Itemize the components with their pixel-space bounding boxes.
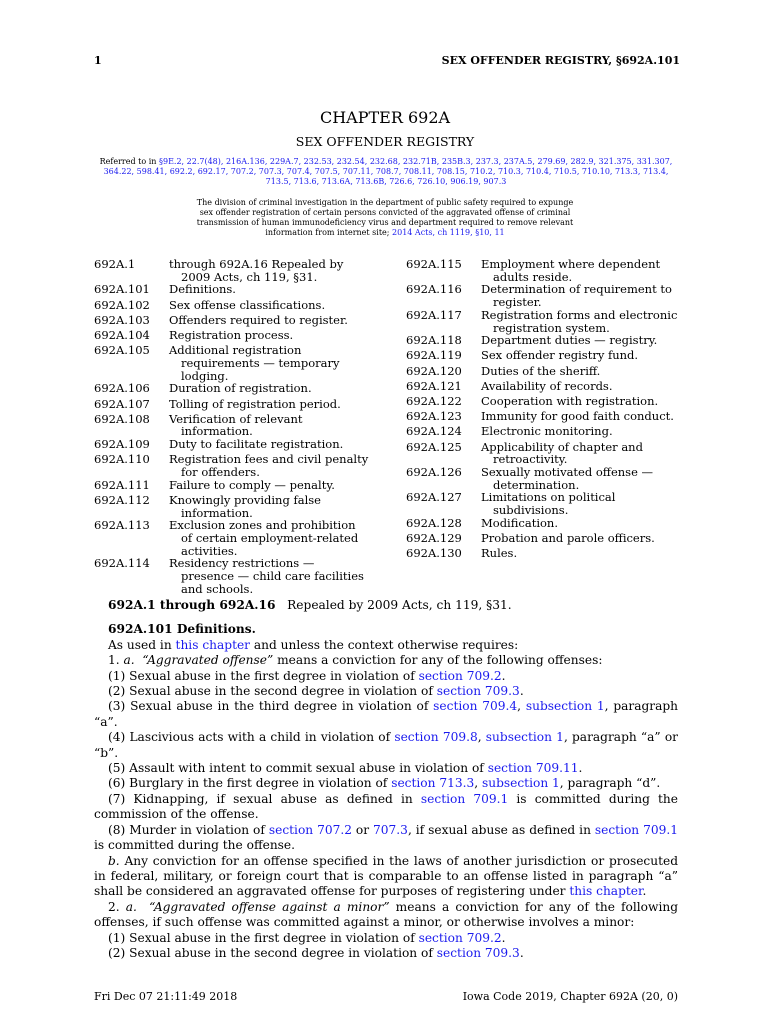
item-4-post: , paragraph “a” or “b”. [94,730,679,760]
toc-section-number: 692A.107 [94,396,150,411]
item-3: (3) Sexual abuse in the third degree in violation of section 709.4, subsection 1, paragraph “a”. [94,699,679,729]
pb-letter: b. [108,853,120,868]
intro-text-a: As used in [108,637,176,652]
toc-section-title: Availability of records. [481,378,613,393]
item-2-1-text: (1) Sexual abuse in the first degree in violation of [108,930,419,945]
referred-prefix: Referred to in [99,157,159,166]
toc-entry[interactable] [94,314,370,327]
toc-section-title: Failure to comply — penalty. [169,477,335,492]
item-3-link-subsection[interactable]: subsection 1 [525,699,605,714]
intro-text-b: and unless the context otherwise requires: [250,637,519,652]
toc-section-number: 692A.112 [94,492,150,507]
item-1: (1) Sexual abuse in the first degree in violation of section 709.2. [108,668,506,683]
toc-left-column [94,258,370,596]
toc-entry[interactable] [406,380,682,393]
toc-section-number: 692A.125 [406,439,462,454]
toc-section-number: 692A.119 [406,348,462,363]
toc-section-title: Sexually motivated offense — determination. [481,465,654,492]
toc-entry[interactable] [406,258,682,283]
toc-section-title: Electronic monitoring. [481,424,613,439]
item-7-link[interactable]: section 709.1 [420,791,509,806]
toc-section-number: 692A.104 [94,328,150,343]
toc-section-title: Employment where dependent adults reside. [481,257,661,284]
page-number: 1 [94,54,102,67]
toc-section-title: Residency restrictions — presence — child care facilities and schools. [169,556,364,596]
item-3-link-section[interactable]: section 709.4 [433,699,518,714]
toc-section-title: Duty to facilitate registration. [169,437,344,452]
toc-section-title: Determination of requirement to register. [481,282,672,310]
item-7 [94,792,678,823]
paragraph-1a [94,653,678,668]
item-3-post: , paragraph “a”. [94,699,679,729]
toc-section-title: Knowingly providing false information. [169,492,321,520]
toc-section-number: 692A.111 [94,477,150,492]
p1-letter: a. [123,653,135,668]
toc-section-number: 692A.122 [406,394,462,409]
toc-section-number: 692A.124 [406,424,462,439]
toc-section-number: 692A.1 [94,257,136,271]
toc-section-title: Tolling of registration period. [169,396,341,411]
toc-section-number: 692A.116 [406,282,462,297]
toc-section-number: 692A.126 [406,465,462,480]
toc-entry[interactable] [94,329,370,342]
toc-entry[interactable] [406,532,682,545]
toc-entry[interactable] [406,441,682,466]
toc-section-number: 692A.127 [406,490,462,505]
item-2-1-link[interactable]: section 709.2 [418,930,502,945]
item-4: (4) Lascivious acts with a child in violation of section 709.8, subsection 1, paragraph “a” or “b”. [94,730,679,760]
item-7-text: (7) Kidnapping, if sexual abuse as defined in [108,791,421,806]
toc-section-number: 692A.129 [406,531,462,546]
toc-section-number: 692A.130 [406,546,462,561]
toc-entry[interactable] [94,398,370,411]
item-5: (5) Assault with intent to commit sexual abuse in violation of section 709.11. [108,761,583,776]
toc-entry[interactable] [406,283,682,308]
item-1-link[interactable]: section 709.2 [418,668,502,683]
toc-section-title: Modification. [481,515,558,530]
footer-timestamp: Fri Dec 07 21:11:49 2018 [94,990,238,1003]
toc-entry[interactable] [406,425,682,438]
item-5-text: (5) Assault with intent to commit sexual abuse in violation of [108,761,488,776]
toc-section-title: Exclusion zones and prohibition of certain employment-related activities. [169,518,359,558]
note-text: The division of criminal investigation in the department of public safety required to expunge sex offender registration of certain persons convicted of the aggravated offense of criminal transmission of human immunodeficiency virus and department required to remove relevant information from internet site; [196,198,574,237]
item-8-post: is committed during the offense. [94,838,296,853]
repealed-entry [94,598,678,613]
toc-section-number: 692A.128 [406,515,462,530]
item-6: (6) Burglary in the first degree in violation of section 713.3, subsection 1, paragraph “d”. [108,776,661,791]
toc-section-number: 692A.118 [406,333,462,348]
toc-section-title: Probation and parole officers. [481,531,655,546]
item-2: (2) Sexual abuse in the second degree in violation of section 709.3. [108,684,524,699]
item-4-link-subsection[interactable]: subsection 1 [485,730,564,745]
toc-section-number: 692A.121 [406,378,462,393]
item-4-link-section[interactable]: section 709.8 [394,730,478,745]
toc-entry[interactable] [94,344,370,382]
editorial-note [190,198,580,238]
toc-section-title: Registration process. [169,328,294,343]
toc-section-title: Sex offense classifications. [169,297,326,312]
toc-entry[interactable] [406,466,682,491]
toc-section-title: Definitions. [169,282,236,297]
toc-section-title: Duties of the sheriff. [481,363,601,378]
toc-entry[interactable] [94,258,370,283]
p1-number: 1. [108,653,124,668]
toc-entry[interactable] [94,283,370,296]
chapter-body [94,598,678,961]
toc-entry[interactable] [406,517,682,530]
item-6-link-subsection[interactable]: subsection 1 [481,776,560,791]
toc-section-number: 692A.120 [406,363,462,378]
toc-entry[interactable] [406,410,682,423]
running-title: SEX OFFENDER REGISTRY, §692A.101 [441,54,680,67]
toc-section-number: 692A.109 [94,437,150,452]
toc-section-title: Sex offender registry fund. [481,348,639,363]
toc-section-number: 692A.123 [406,409,462,424]
toc-entry[interactable] [94,453,370,478]
toc-section-number: 692A.105 [94,343,150,358]
toc-section-title: Immunity for good faith conduct. [481,409,674,424]
toc-entry[interactable] [406,491,682,516]
toc-section-number: 692A.101 [94,282,150,297]
toc-section-number: 692A.103 [94,312,150,327]
item-8-mid: or [351,822,374,837]
item-2-2-link[interactable]: section 709.3 [436,945,520,960]
item-6-text: (6) Burglary in the first degree in violation of [108,776,392,791]
toc-section-number: 692A.115 [406,257,462,271]
p2-term: “Aggravated offense against a minor” [149,899,390,914]
toc-entry[interactable] [94,382,370,395]
toc-entry[interactable] [406,547,682,560]
toc-entry[interactable] [94,438,370,451]
toc-entry[interactable] [94,557,370,595]
item-2-2-text: (2) Sexual abuse in the second degree in violation of [108,945,437,960]
item-8-text: (8) Murder in violation of [108,822,269,837]
toc-entry[interactable] [94,299,370,312]
toc-entry[interactable] [406,309,682,334]
toc-entry[interactable] [406,334,682,347]
toc-section-number: 692A.106 [94,381,150,396]
toc-section-number: 692A.108 [94,411,150,426]
item-8-link-1[interactable]: section 707.2 [268,822,352,837]
paragraph-2a [94,900,678,931]
definitions-intro [94,638,678,653]
toc-section-title: Registration fees and civil penalty for offenders. [169,452,369,480]
paragraph-1b: b. Any conviction for an offense specified in the laws of another jurisdiction or prosecuted in federal, military, or foreign court that is comparable to an offense listed in paragraph “a” shall be considered an aggravated offense for purposes of registering under this chapter. [94,853,678,899]
p2-letter: a. [125,899,137,914]
item-2-2: (2) Sexual abuse in the second degree in violation of section 709.3. [108,945,524,960]
item-7-post: is committed during the commission of the offense. [94,791,678,822]
definitions-heading-text: 692A.101 Definitions. [108,622,256,637]
item-5-link[interactable]: section 709.11 [487,761,579,776]
toc-entry[interactable] [406,395,682,408]
item-8-link-2[interactable]: 707.3 [373,822,408,837]
toc-section-number: 692A.117 [406,307,462,322]
repealed-text: Repealed by 2009 Acts, ch 119, §31. [287,598,512,612]
referred-links[interactable]: §9E.2, 22.7(48), 216A.136, 229A.7, 232.53, 232.54, 232.68, 232.71B, 235B.3, 237.3, 237A.5, 279.69, 282.9, 321.375, 331.307, 364.22, 598.41, 692.2, 692.17, 707.2, 707.3, 707.4, 707.5, 707.11, 708.7, 708.11, 708.15, 710.2, 710.3, 710.4, 710.5, 710.10, 713.3, 713.4, 713.5, 713.6, 713.6A, 713.6B, 726.6, 726.10, 906.19, 907.3 [103,157,673,186]
intro-link[interactable]: this chapter [175,637,250,652]
toc-section-title: Applicability of chapter and retroactivity. [481,439,643,467]
toc-entry[interactable] [94,413,370,438]
toc-section-title: Additional registration requirements — temporary lodging. [169,343,340,383]
toc-section-title: Department duties — registry. [481,333,658,348]
item-4-text: (4) Lascivious acts with a child in violation of [108,730,395,745]
toc-section-title: Cooperation with registration. [481,394,659,409]
item-2-text: (2) Sexual abuse in the second degree in violation of [108,684,437,699]
item-2-1: (1) Sexual abuse in the first degree in violation of section 709.2. [108,930,506,945]
toc-entry[interactable] [406,349,682,362]
pb-text: Any conviction for an offense specified in the laws of another jurisdiction or prosecuted in federal, military, or foreign court that is comparable to an offense listed in paragraph “a” shall be considered an aggravated offense for purposes of registering under [94,853,678,899]
referred-to-list [92,157,680,187]
chapter-subtitle: SEX OFFENDER REGISTRY [295,134,475,149]
toc-section-number: 692A.102 [94,297,150,312]
toc-section-number: 692A.110 [94,452,150,467]
item-8 [94,823,678,854]
toc-section-title: Offenders required to register. [169,312,348,327]
toc-section-title: Verification of relevant information. [169,411,303,439]
item-8-link-3[interactable]: section 709.1 [594,822,678,837]
chapter-title: CHAPTER 692A [319,108,451,127]
p2-number: 2. [108,899,126,914]
toc-section-number: 692A.114 [94,556,150,571]
toc-right-column [406,258,682,562]
definitions-heading [94,622,678,637]
toc-entry[interactable] [94,479,370,492]
item-6-link-section[interactable]: section 713.3 [391,776,475,791]
pb-link[interactable]: this chapter [569,884,643,899]
toc-section-title: Registration forms and electronic registration system. [481,307,678,335]
toc-entry[interactable] [94,519,370,557]
toc-section-title: Duration of registration. [169,381,312,396]
toc-section-title: Limitations on political subdivisions. [481,490,616,518]
item-1-text: (1) Sexual abuse in the first degree in violation of [108,668,419,683]
p2-text: means a conviction for any of the following offenses, if such offense was committed against a minor, or otherwise involves a minor: [94,899,678,930]
toc-section-title: Rules. [481,546,518,561]
item-2-link[interactable]: section 709.3 [436,684,520,699]
item-3-text: (3) Sexual abuse in the third degree in violation of [108,699,434,714]
note-link[interactable]: 2014 Acts, ch 1119, §10, 11 [392,228,505,237]
p1-term: “Aggravated offense” [142,653,274,668]
item-8-mid2: , if sexual abuse as defined in [407,822,595,837]
toc-entry[interactable] [94,494,370,519]
toc-section-title: through 692A.16 Repealed by 2009 Acts, ch 119, §31. [169,257,344,284]
toc-entry[interactable] [406,365,682,378]
repealed-heading: 692A.1 through 692A.16 [108,598,276,612]
p1-text: means a conviction for any of the following offenses: [273,653,603,668]
footer-citation: Iowa Code 2019, Chapter 692A (20, 0) [462,990,678,1003]
item-6-post: , paragraph “d”. [559,776,661,791]
toc-section-number: 692A.113 [94,518,150,533]
